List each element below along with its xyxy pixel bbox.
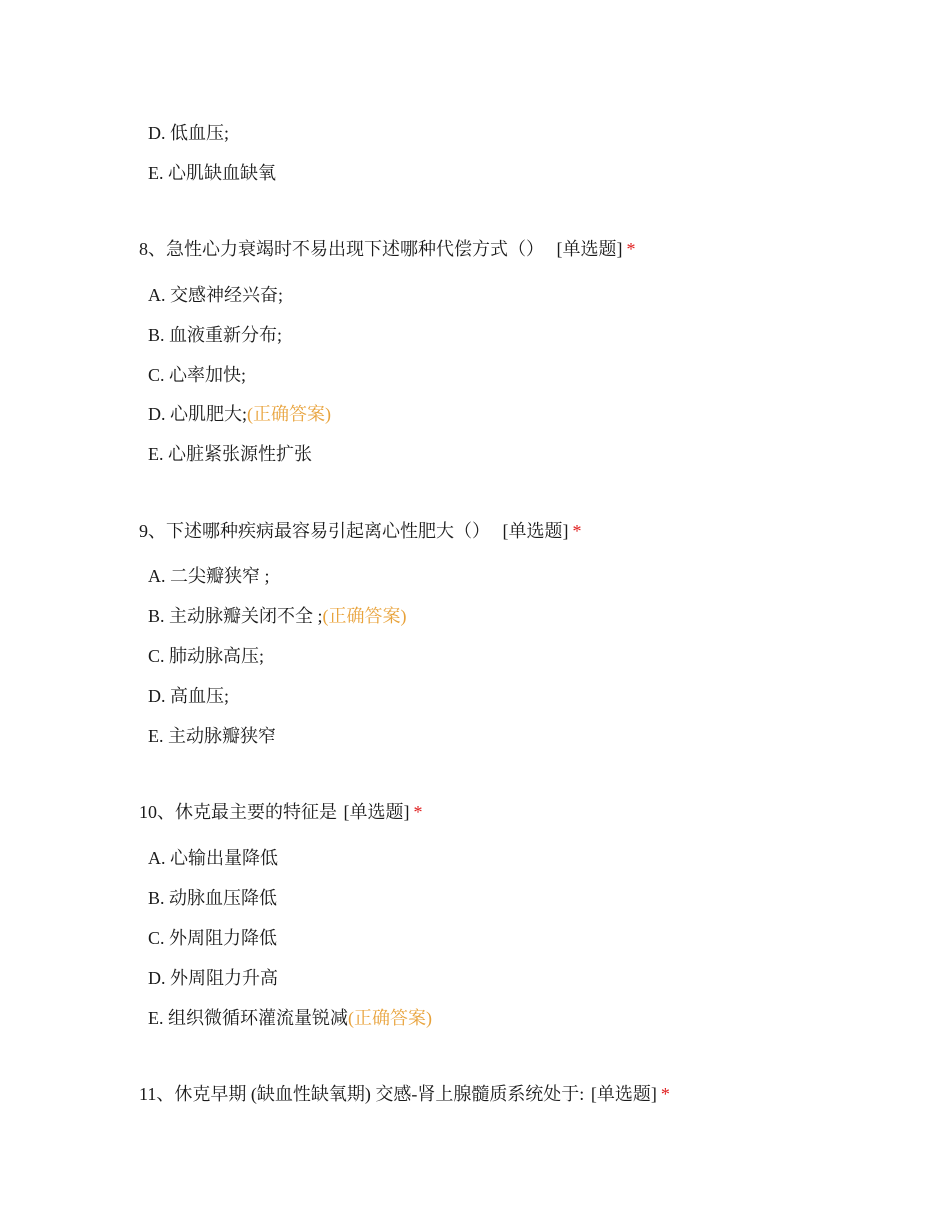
- question-text: 11、休克早期 (缺血性缺氧期) 交感-肾上腺髓质系统处于:: [139, 1084, 585, 1104]
- option-text: B. 动脉血压降低: [148, 888, 278, 908]
- required-mark: *: [572, 521, 582, 541]
- option-text: A. 交感神经兴奋;: [148, 285, 283, 305]
- option-text: A. 二尖瓣狭窄 ;: [148, 566, 270, 586]
- option-text: B. 主动脉瓣关闭不全 ;: [148, 606, 323, 626]
- option-text: A. 心输出量降低: [148, 848, 278, 868]
- q11-title: [139, 1082, 670, 1106]
- q8-option-b: [148, 323, 282, 347]
- option-text: C. 心率加快;: [148, 365, 247, 385]
- q8-option-c: [148, 363, 246, 387]
- q8-option-e: [148, 442, 312, 466]
- question-type: [单选题]: [502, 521, 569, 541]
- q10-option-a: [148, 846, 278, 870]
- q10-option-d: [148, 966, 278, 990]
- question-type: [单选题]: [343, 802, 410, 822]
- required-mark: *: [660, 1084, 670, 1104]
- required-mark: *: [413, 802, 423, 822]
- q9-option-a: [148, 564, 270, 588]
- q10-title: [139, 800, 423, 824]
- option-text: D. 外周阻力升高: [148, 968, 278, 988]
- q7-option-d: [148, 121, 229, 145]
- option-text: E. 心脏紧张源性扩张: [148, 444, 312, 464]
- q8-option-a: [148, 283, 283, 307]
- option-text: E. 组织微循环灌流量锐减: [148, 1008, 348, 1028]
- q9-option-e: [148, 724, 276, 748]
- question-text: 9、下述哪种疾病最容易引起离心性肥大（）: [139, 521, 490, 541]
- option-text: E. 主动脉瓣狭窄: [148, 726, 276, 746]
- option-text: D. 低血压;: [148, 123, 229, 143]
- question-text: 10、休克最主要的特征是: [139, 802, 337, 822]
- q9-option-c: [148, 644, 264, 668]
- correct-answer-tag: (正确答案): [322, 606, 407, 626]
- question-type: [单选题]: [556, 239, 623, 259]
- q9-option-b: [148, 604, 407, 628]
- q8-title: [139, 237, 636, 261]
- option-text: C. 肺动脉高压;: [148, 646, 265, 666]
- q10-option-b: [148, 886, 277, 910]
- q8-option-d: [148, 402, 331, 426]
- q7-option-e: [148, 161, 276, 185]
- required-mark: *: [626, 239, 636, 259]
- q9-option-d: [148, 684, 229, 708]
- q10-option-e: [148, 1006, 432, 1030]
- question-text: 8、急性心力衰竭时不易出现下述哪种代偿方式（）: [139, 239, 544, 259]
- correct-answer-tag: (正确答案): [247, 404, 331, 424]
- question-type: [单选题]: [590, 1084, 657, 1104]
- correct-answer-tag: (正确答案): [348, 1008, 432, 1028]
- option-text: C. 外周阻力降低: [148, 928, 278, 948]
- q10-option-c: [148, 926, 277, 950]
- option-text: E. 心肌缺血缺氧: [148, 163, 276, 183]
- q9-title: [139, 519, 582, 543]
- option-text: D. 心肌肥大;: [148, 404, 247, 424]
- option-text: D. 高血压;: [148, 686, 229, 706]
- option-text: B. 血液重新分布;: [148, 325, 283, 345]
